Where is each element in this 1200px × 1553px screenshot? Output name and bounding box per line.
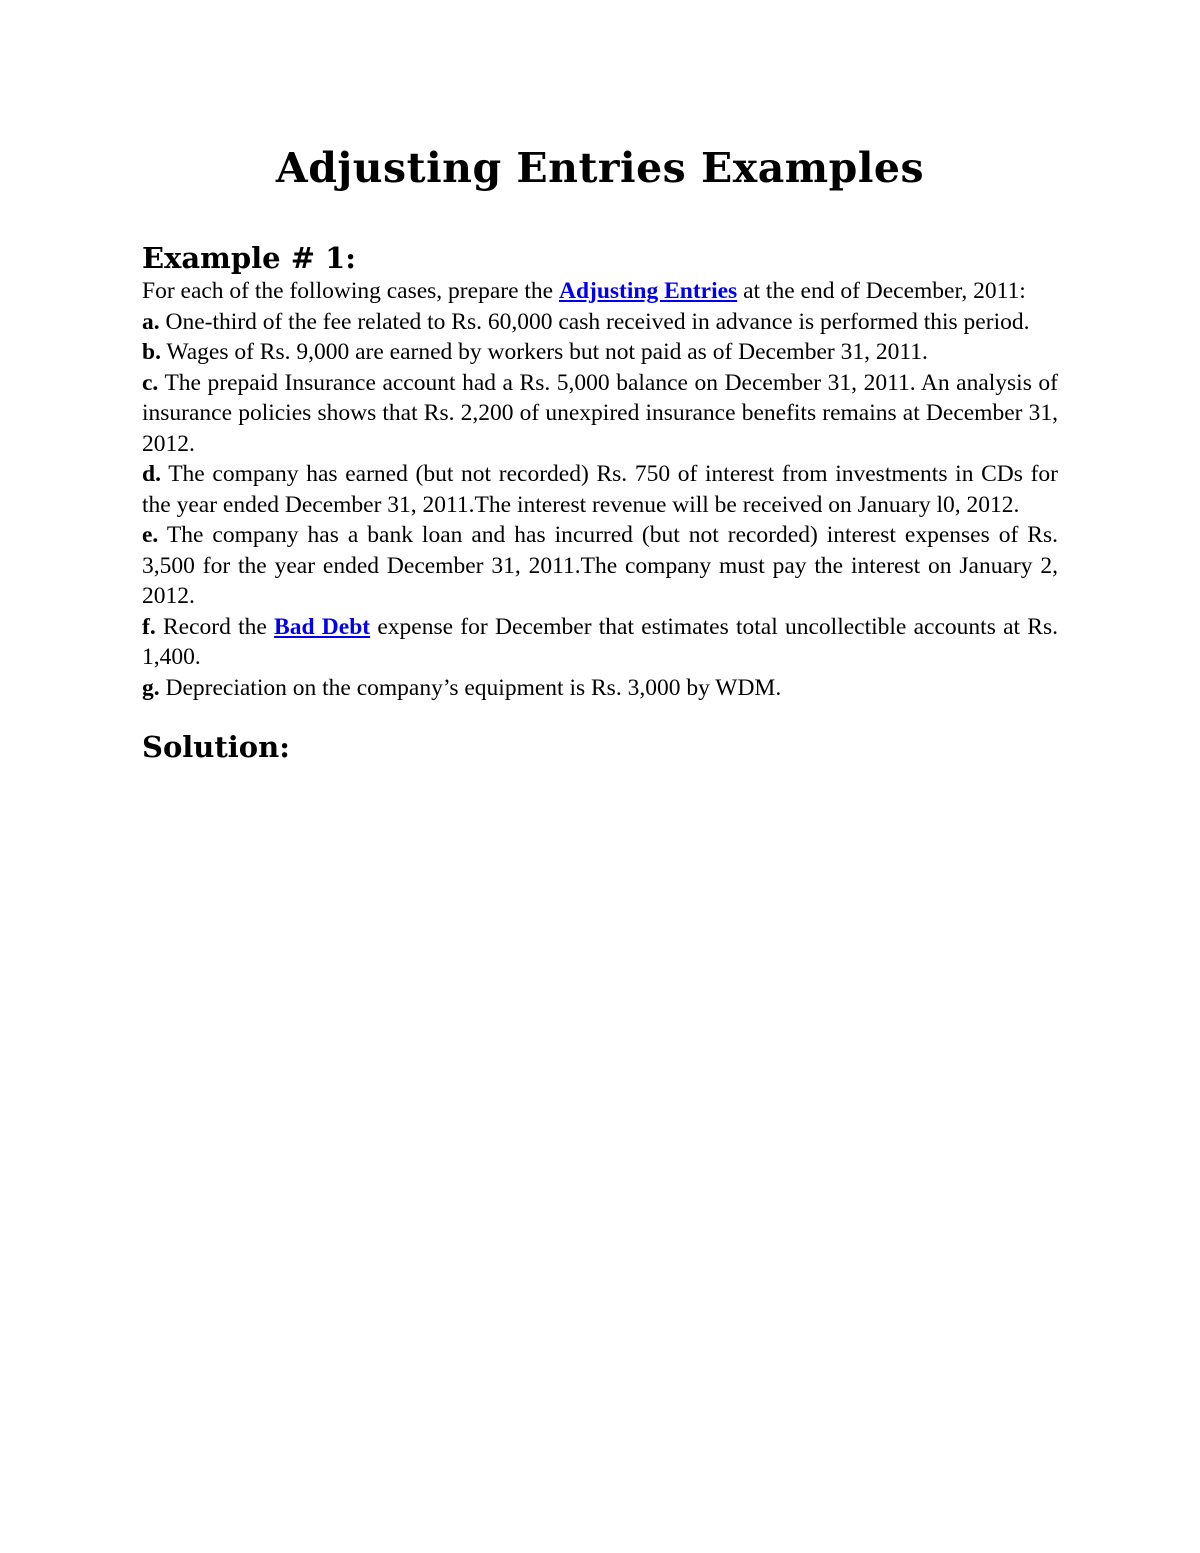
intro-text-before: For each of the following cases, prepare the [142, 278, 559, 304]
item-e-letter: e. [142, 522, 159, 548]
document-page [142, 0, 1058, 765]
item-a-text: One-third of the fee related to Rs. 60,000 cash received in advance is performed this period. [159, 308, 1030, 335]
item-d-text: The company has earned (but not recorded) Rs. 750 of interest from investments in CDs for the year ended December 31, 2011.The interest revenue will be received on January l0, 2012. [142, 461, 1058, 518]
intro-paragraph [142, 276, 1058, 307]
item-e [142, 520, 1058, 612]
solution-heading: Solution: [142, 730, 290, 764]
item-g [142, 673, 1058, 704]
item-g-letter: g. [142, 674, 160, 701]
item-c-letter: c. [142, 369, 159, 396]
item-c-text: The prepaid Insurance account had a Rs. 5,000 balance on December 31, 2011. An analysis of insurance policies shows that Rs. 2,200 of unexpired insurance benefits remains at December 31, 2012. [142, 369, 1058, 457]
bad-debt-link[interactable]: Bad Debt [274, 613, 371, 640]
item-c [142, 368, 1058, 460]
intro-text-after: at the end of December, 2011: [737, 278, 1026, 304]
item-g-text: Depreciation on the company’s equipment is Rs. 3,000 by WDM. [159, 674, 782, 701]
item-f-text-after: expense for December that estimates total uncollectible accounts at Rs. 1,400. [142, 613, 1059, 670]
example-body [142, 276, 1058, 703]
item-b-letter: b. [142, 339, 161, 365]
adjusting-entries-link[interactable]: Adjusting Entries [558, 278, 738, 304]
item-f-text-before: Record the [155, 613, 275, 640]
item-f [142, 612, 1058, 673]
item-a-letter: a. [142, 308, 160, 335]
example-heading: Example # 1: [142, 241, 356, 275]
item-d [142, 459, 1058, 520]
item-a [142, 307, 1058, 338]
item-d-letter: d. [142, 461, 161, 487]
item-b-text: Wages of Rs. 9,000 are earned by workers but not paid as of December 31, 2011. [160, 339, 928, 365]
item-e-text: The company has a bank loan and has incurred (but not recorded) interest expenses of Rs. 3,500 for the year ended December 31, 2011.The company must pay the interest on January 2, 2012. [142, 522, 1058, 609]
page-title: Adjusting Entries Examples [275, 144, 925, 192]
item-b [142, 337, 1058, 368]
item-f-letter: f. [142, 613, 156, 640]
